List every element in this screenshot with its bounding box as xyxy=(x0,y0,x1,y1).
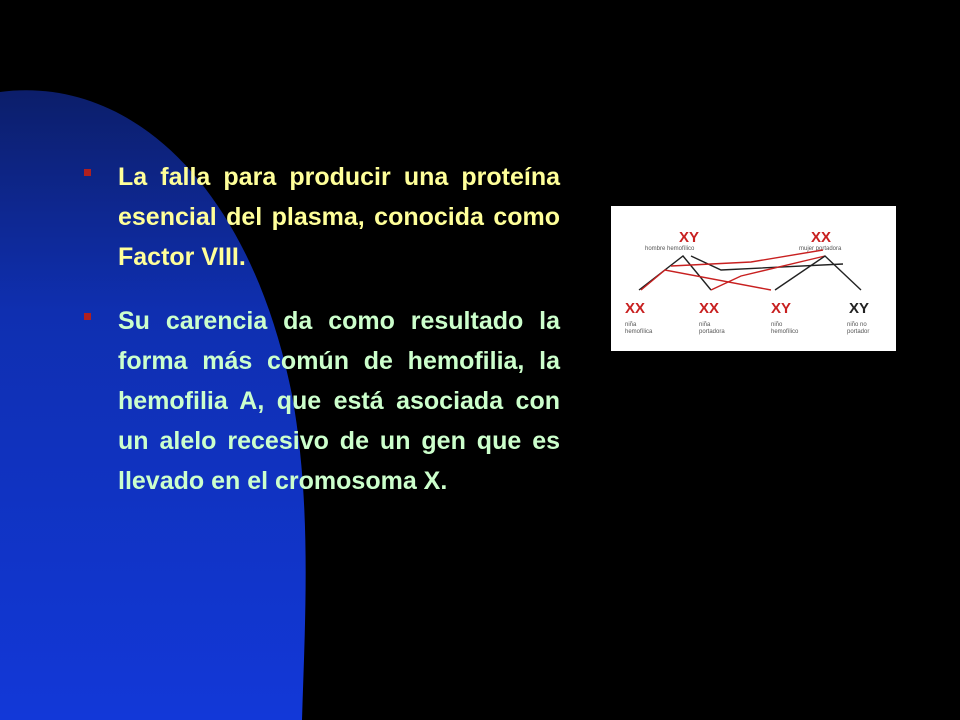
child-label: XY xyxy=(771,300,792,317)
child-caption: portadora xyxy=(699,329,725,335)
inheritance-lines xyxy=(639,250,861,290)
child-caption: hemofílico xyxy=(771,329,799,335)
child-label: XX xyxy=(699,300,720,317)
line-cross-dark xyxy=(691,256,843,270)
mother-chromosomes: XX xyxy=(811,229,832,246)
child-caption: niño no xyxy=(847,322,867,328)
parent-label-father xyxy=(679,229,699,246)
parent-label-mother xyxy=(811,229,831,246)
child-caption: hemofílica xyxy=(625,329,653,335)
child-caption: portador xyxy=(847,329,870,335)
child-label: XY xyxy=(849,300,870,317)
child-label: XX xyxy=(625,300,646,317)
bullet-list xyxy=(78,157,560,525)
child-caption: niña xyxy=(625,322,637,328)
child-caption: niño xyxy=(771,322,783,328)
line-mother-red xyxy=(711,256,825,290)
line-mother-dark xyxy=(775,256,861,290)
square-bullet-icon xyxy=(84,313,91,320)
bullet-text: Su carencia da como resultado la forma más común de hemofilia, la hemofilia A, que está asociada con un alelo recesivo de un gen que es llevado en el cromosoma X. xyxy=(118,307,560,495)
parent-caption-father: hombre hemofílico xyxy=(645,246,695,252)
inheritance-diagram xyxy=(611,206,896,351)
child-caption: niña xyxy=(699,322,711,328)
parent-caption-mother: mujer portadora xyxy=(799,246,842,252)
bullet-item xyxy=(78,157,560,277)
inheritance-diagram-svg xyxy=(611,206,896,351)
father-x-chromosome: XY xyxy=(679,229,700,246)
bullet-item xyxy=(78,301,560,501)
line-father-dark xyxy=(639,256,711,290)
bullet-text: La falla para producir una proteína esencial del plasma, conocida como Factor VIII. xyxy=(118,163,560,271)
square-bullet-icon xyxy=(84,169,91,176)
